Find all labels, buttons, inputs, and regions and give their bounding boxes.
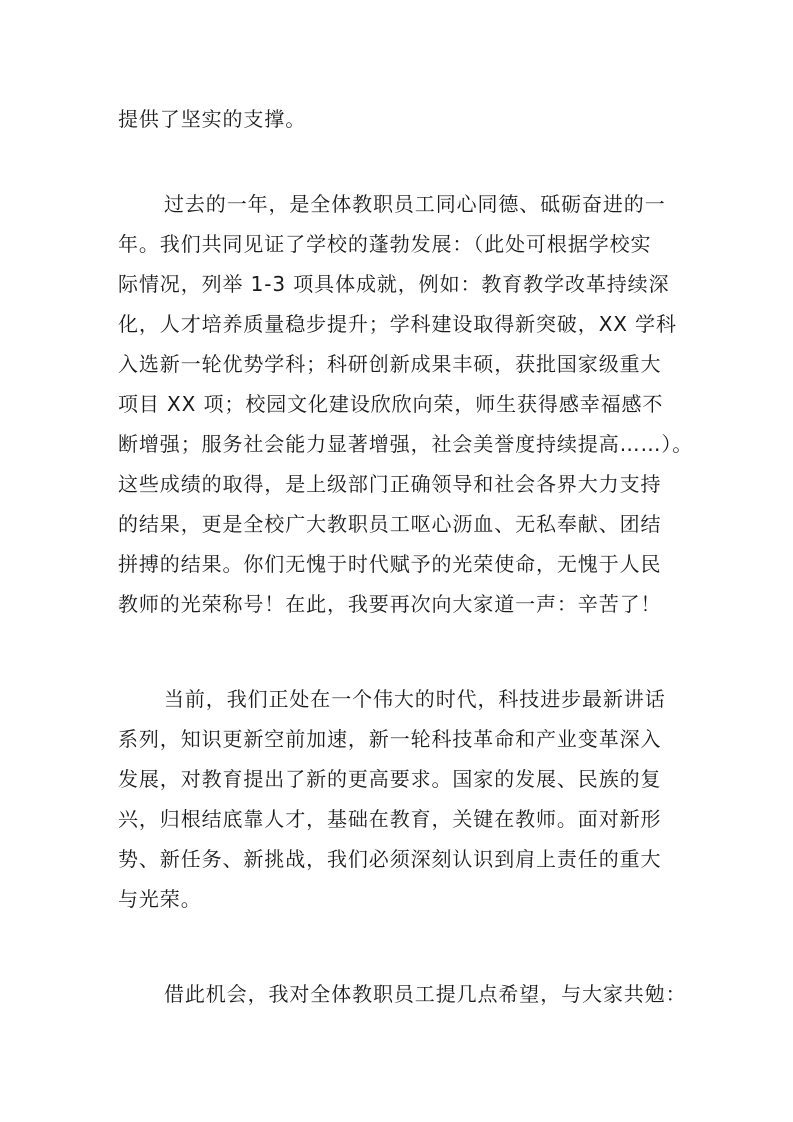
- text-line: 断增强；服务社会能力显著增强，社会美誉度持续提高……）。: [118, 432, 694, 456]
- text-line: 入选新一轮优势学科；科研创新成果丰硕，获批国家级重大: [118, 352, 662, 376]
- text-line: 化，人才培养质量稳步提升；学科建设取得新突破，XX 学科: [118, 312, 677, 336]
- text-line: 际情况，列举 1-3 项具体成就，例如：教育教学改革持续深: [118, 272, 670, 296]
- text-line: 提供了坚实的支撑。: [118, 107, 307, 131]
- text-line: 兴，归根结底靠人才，基础在教育，关键在教师。面对新形: [118, 807, 662, 831]
- text-line: 势、新任务、新挑战，我们必须深刻认识到肩上责任的重大: [118, 847, 662, 871]
- text-line: 年。我们共同见证了学校的蓬勃发展：（此处可根据学校实: [118, 232, 652, 256]
- text-line: 的结果，更是全校广大教职员工呕心沥血、无私奉献、团结: [118, 512, 662, 536]
- paragraph-closing-fragment: [118, 99, 688, 139]
- text-line: 当前，我们正处在一个伟大的时代，科技进步最新讲话: [164, 687, 666, 711]
- text-line: 教师的光荣称号！在此，我要再次向大家道一声：辛苦了！: [118, 592, 662, 616]
- text-line: 项目 XX 项；校园文化建设欣欣向荣，师生获得感幸福感不: [118, 392, 664, 416]
- text-line: 借此机会，我对全体教职员工提几点希望，与大家共勉：: [164, 982, 687, 1006]
- paragraph-current-era: [118, 679, 688, 919]
- paragraph-hopes-intro: [118, 974, 688, 1014]
- text-line: 系列，知识更新空前加速，新一轮科技革命和产业变革深入: [118, 727, 662, 751]
- text-line: 这些成绩的取得，是上级部门正确领导和社会各界大力支持: [118, 472, 662, 496]
- paragraph-past-year-achievements: [118, 184, 694, 624]
- text-line: 发展，对教育提出了新的更高要求。国家的发展、民族的复: [118, 767, 662, 791]
- text-line: 过去的一年，是全体教职员工同心同德、砥砺奋进的一: [164, 192, 666, 216]
- text-line: 拼搏的结果。你们无愧于时代赋予的光荣使命，无愧于人民: [118, 552, 662, 576]
- text-line: 与光荣。: [118, 887, 202, 911]
